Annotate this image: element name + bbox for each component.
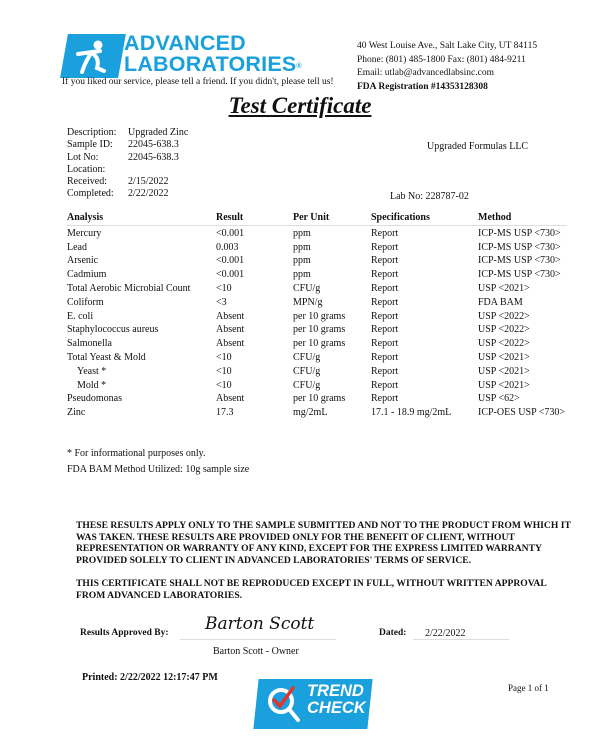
cell-analysis: Pseudomonas: [67, 393, 122, 405]
cell-result: Absent: [216, 310, 245, 322]
sample-info: [67, 127, 188, 201]
table-row: [67, 379, 567, 393]
signature: Barton Scott: [205, 614, 315, 634]
cell-per-unit: per 10 grams: [293, 310, 346, 322]
cell-per-unit: CFU/g: [293, 365, 321, 377]
table-row: [67, 282, 567, 296]
table-row: [67, 406, 567, 420]
cell-result: 0.003: [216, 241, 239, 253]
info-value: 22045-638.3: [128, 151, 179, 163]
cell-method: ICP-OES USP <730>: [478, 407, 566, 419]
table-row: [67, 241, 567, 255]
cell-result: <0.001: [216, 269, 245, 281]
cell-analysis: Yeast *: [77, 365, 107, 377]
cell-method: USP <2021>: [478, 365, 530, 377]
cell-per-unit: per 10 grams: [293, 338, 346, 350]
table-row: [67, 365, 567, 379]
table-row: [67, 323, 567, 337]
column-header-specifications: Specifications: [371, 212, 430, 223]
cell-specifications: Report: [371, 296, 399, 308]
cell-per-unit: CFU/g: [293, 351, 321, 363]
cell-per-unit: ppm: [293, 255, 311, 267]
tagline: If you liked our service, please tell a friend. If you didn't, please tell us!: [62, 77, 334, 87]
info-label: Received:: [67, 176, 107, 188]
cell-specifications: Report: [371, 324, 399, 336]
cell-per-unit: per 10 grams: [293, 393, 346, 405]
cell-analysis: Total Yeast & Mold: [67, 351, 146, 363]
cell-result: <3: [216, 296, 227, 308]
registered-mark: ®: [296, 63, 302, 70]
table-row: [67, 392, 567, 406]
cell-result: 17.3: [216, 407, 234, 419]
cell-result: <10: [216, 282, 232, 294]
cell-analysis: Cadmium: [67, 269, 107, 281]
cell-method: ICP-MS USP <730>: [478, 227, 561, 239]
cell-per-unit: ppm: [293, 227, 311, 239]
cell-per-unit: mg/2mL: [293, 407, 328, 419]
cell-analysis: E. coli: [67, 310, 94, 322]
cell-result: Absent: [216, 338, 245, 350]
cell-analysis: Staphylococcus aureus: [67, 324, 159, 336]
info-label: Sample ID:: [67, 139, 113, 151]
page-number: Page 1 of 1: [508, 683, 549, 693]
cell-result: <10: [216, 379, 232, 391]
cell-per-unit: ppm: [293, 269, 311, 281]
table-row: [67, 296, 567, 310]
cell-specifications: Report: [371, 338, 399, 350]
trend-check-text: [307, 683, 366, 717]
info-value: 22045-638.3: [128, 139, 179, 151]
cell-method: USP <2021>: [478, 351, 530, 363]
table-row: [67, 254, 567, 268]
table-row: [67, 227, 567, 241]
date-line: [413, 639, 509, 640]
cell-specifications: Report: [371, 393, 399, 405]
lab-contact-block: [357, 40, 537, 94]
client-name: Upgraded Formulas LLC: [427, 141, 529, 152]
info-row: [67, 152, 188, 164]
cell-specifications: Report: [371, 269, 399, 281]
column-header-per-unit: Per Unit: [293, 212, 330, 223]
cell-analysis: Zinc: [67, 407, 86, 419]
cell-method: USP <2022>: [478, 324, 530, 336]
advanced-laboratories-logo-text: [124, 33, 302, 75]
printed-timestamp: Printed: 2/22/2022 12:17:47 PM: [82, 672, 218, 683]
note-informational: * For informational purposes only.: [67, 448, 206, 459]
cell-method: FDA BAM: [478, 296, 523, 308]
cell-per-unit: MPN/g: [293, 296, 323, 308]
info-label: Description:: [67, 127, 117, 138]
cell-result: <10: [216, 351, 232, 363]
cell-result: <10: [216, 365, 232, 377]
dated-value: 2/22/2022: [425, 628, 466, 639]
disclaimer: [76, 520, 576, 612]
cell-analysis: Salmonella: [67, 338, 112, 350]
notes: [67, 446, 249, 477]
info-value: 2/15/2022: [128, 176, 169, 188]
fda-registration: FDA Registration #14353128308: [357, 81, 488, 92]
info-row: [67, 188, 188, 200]
info-row: [67, 164, 188, 176]
column-header-method: Method: [478, 212, 512, 223]
column-header-result: Result: [216, 212, 244, 223]
magnifier-check-icon: [265, 684, 305, 726]
cell-method: USP <2022>: [478, 338, 530, 350]
cell-specifications: 17.1 - 18.9 mg/2mL: [371, 407, 452, 419]
cell-method: ICP-MS USP <730>: [478, 269, 561, 281]
info-row: [67, 127, 188, 139]
table-header-row: [67, 211, 567, 226]
cell-specifications: Report: [371, 227, 399, 239]
cell-specifications: Report: [371, 351, 399, 363]
disclaimer-paragraph: THIS CERTIFICATE SHALL NOT BE REPRODUCED EXCEPT IN FULL, WITHOUT WRITTEN APPROVAL FROM ADVANCED LABORATORIES.: [76, 577, 547, 601]
info-row: [67, 176, 188, 188]
lab-email: Email: utlab@advancedlabsinc.com: [357, 68, 494, 79]
cell-result: <0.001: [216, 255, 245, 267]
cell-result: <0.001: [216, 227, 245, 239]
cell-analysis: Coliform: [67, 296, 104, 308]
cell-analysis: Total Aerobic Microbial Count: [67, 282, 191, 294]
info-value: Upgraded Zinc: [128, 127, 189, 138]
cell-analysis: Mold *: [77, 379, 107, 391]
approver-name: Barton Scott - Owner: [213, 646, 299, 657]
info-value: 2/22/2022: [128, 188, 169, 200]
cell-analysis: Arsenic: [67, 255, 99, 267]
table-row: [67, 337, 567, 351]
cell-method: USP <62>: [478, 393, 520, 405]
table-row: [67, 351, 567, 365]
disclaimer-paragraph: THESE RESULTS APPLY ONLY TO THE SAMPLE SUBMITTED AND NOT TO THE PRODUCT FROM WHICH IT WAS TAKEN. THESE RESULTS ARE PROVIDED ONLY FOR THE BENEFIT OF CLIENT, WITHOUT REPRESENTATION OR WARRANTY OF ANY KIND, EXCEPT FOR THE EXPRESS LIMITED WARRANTY PROVIDED SOLELY TO CLIENT IN ADVANCED LABORATORIES' TERMS OF SERVICE.: [76, 520, 571, 567]
cell-per-unit: CFU/g: [293, 379, 321, 391]
approved-by-label: Results Approved By:: [80, 628, 169, 638]
cell-method: USP <2021>: [478, 379, 530, 391]
logo-line-1: ADVANCED: [124, 31, 246, 55]
column-header-analysis: Analysis: [67, 212, 104, 223]
cell-analysis: Lead: [67, 241, 87, 253]
cell-per-unit: ppm: [293, 241, 311, 253]
cell-result: Absent: [216, 393, 245, 405]
trend-line: TREND: [307, 682, 364, 700]
cell-method: ICP-MS USP <730>: [478, 241, 561, 253]
dated-label: Dated:: [379, 628, 407, 638]
info-row: [67, 139, 188, 151]
cell-result: Absent: [216, 324, 245, 336]
cell-method: USP <2022>: [478, 310, 530, 322]
cell-method: USP <2021>: [478, 282, 530, 294]
cell-analysis: Mercury: [67, 227, 102, 239]
lab-number: Lab No: 228787-02: [390, 191, 469, 202]
check-line: CHECK: [307, 699, 366, 717]
table-row: [67, 310, 567, 324]
info-label: Lot No:: [67, 151, 99, 163]
page-title: Test Certificate: [228, 93, 372, 118]
table-row: [67, 268, 567, 282]
lab-address: 40 West Louise Ave., Salt Lake City, UT 84115: [357, 41, 538, 51]
cell-specifications: Report: [371, 255, 399, 267]
results-table: [67, 211, 567, 420]
cell-per-unit: per 10 grams: [293, 324, 346, 336]
lab-phone: Phone: (801) 485-1800 Fax: (801) 484-9211: [357, 54, 526, 65]
cell-specifications: Report: [371, 365, 399, 377]
cell-specifications: Report: [371, 379, 399, 391]
runner-icon: [70, 38, 116, 76]
info-label: Completed:: [67, 188, 114, 200]
cell-specifications: Report: [371, 310, 399, 322]
info-label: Location:: [67, 163, 106, 175]
cell-specifications: Report: [371, 282, 399, 294]
cell-specifications: Report: [371, 241, 399, 253]
cell-per-unit: CFU/g: [293, 282, 321, 294]
signature-line: [180, 639, 336, 640]
cell-method: ICP-MS USP <730>: [478, 255, 561, 267]
logo-line-2: LABORATORIES: [124, 52, 297, 76]
note-fda-bam: FDA BAM Method Utilized: 10g sample size: [67, 463, 250, 475]
